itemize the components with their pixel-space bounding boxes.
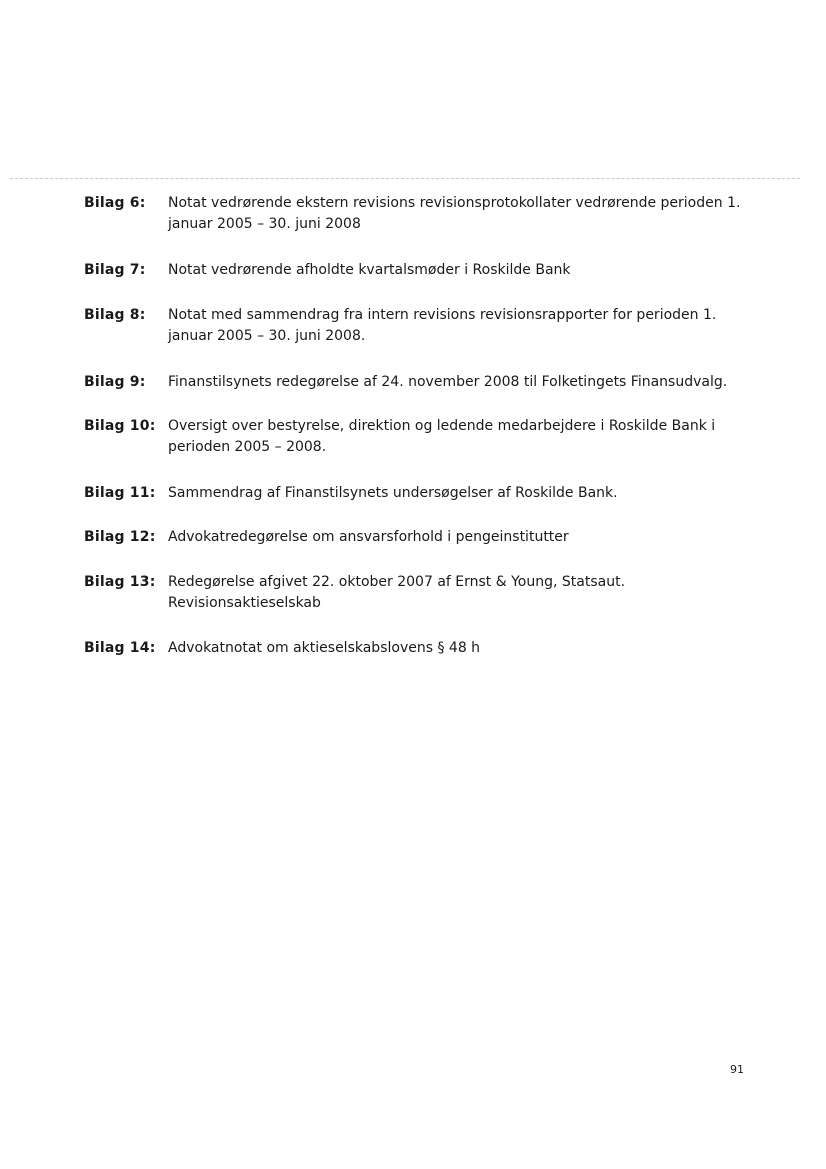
appendix-label: Bilag 11: (84, 485, 156, 501)
scan-artifact-line (10, 178, 800, 179)
appendix-label: Bilag 8: (84, 307, 146, 323)
appendix-label: Bilag 14: (84, 640, 156, 656)
appendix-description: Notat med sammendrag fra intern revisions revisionsrapporter for perioden 1. januar 2005 – 30. juni 2008. (168, 307, 717, 344)
appendix-label: Bilag 10: (84, 418, 156, 434)
appendix-description: Sammendrag af Finanstilsynets undersøgelser af Roskilde Bank. (168, 485, 618, 501)
appendix-label: Bilag 9: (84, 374, 146, 390)
appendix-description: Oversigt over bestyrelse, direktion og ledende medarbejdere i Roskilde Bank i perioden 2005 – 2008. (168, 418, 716, 455)
appendix-description: Advokatredegørelse om ansvarsforhold i pengeinstitutter (168, 529, 569, 545)
appendix-description: Redegørelse afgivet 22. oktober 2007 af Ernst & Young, Statsaut. Revisionsaktieselskab (168, 574, 626, 611)
appendix-label: Bilag 6: (84, 195, 146, 211)
appendix-label: Bilag 13: (84, 574, 156, 590)
appendix-label: Bilag 7: (84, 262, 146, 278)
appendix-label: Bilag 12: (84, 529, 156, 545)
appendix-description: Finanstilsynets redegørelse af 24. november 2008 til Folketingets Finansudvalg. (168, 374, 728, 390)
appendix-description: Advokatnotat om aktieselskabslovens § 48 h (168, 640, 481, 656)
page-number: 91 (730, 1063, 744, 1076)
appendix-description: Notat vedrørende afholdte kvartalsmøder i Roskilde Bank (168, 262, 571, 278)
appendix-description: Notat vedrørende ekstern revisions revisionsprotokollater vedrørende perioden 1. januar 2005 – 30. juni 2008 (168, 195, 741, 232)
